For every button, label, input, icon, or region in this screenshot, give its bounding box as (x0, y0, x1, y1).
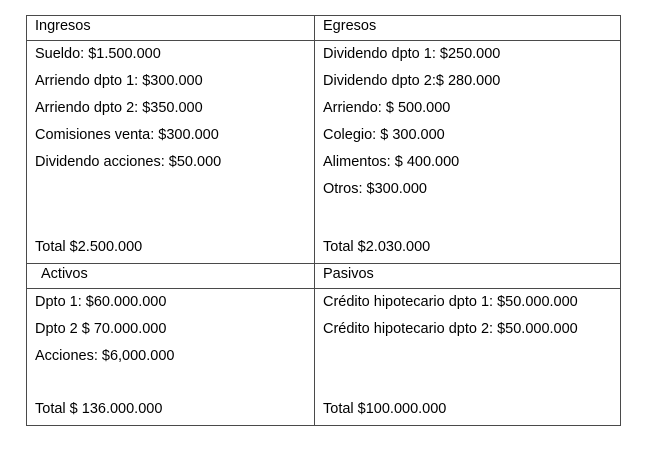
activos-cell (27, 289, 315, 426)
egreso-item: Arriendo: $ 500.000 (323, 100, 451, 116)
header-egresos (315, 16, 621, 41)
egreso-item: Alimentos: $ 400.000 (323, 154, 460, 170)
assets-liabilities-row (27, 289, 621, 426)
header-activos-label: Activos (41, 266, 88, 282)
pasivos-cell (315, 289, 621, 426)
header-row-income-expense (27, 16, 621, 41)
ingreso-item: Sueldo: $1.500.000 (35, 46, 161, 62)
egreso-item: Dividendo dpto 1: $250.000 (323, 46, 501, 62)
activo-item: Acciones: $6,000.000 (35, 348, 175, 364)
header-pasivos-label: Pasivos (323, 266, 374, 282)
total-egresos: Total $2.030.000 (323, 239, 431, 255)
pasivo-item: Crédito hipotecario dpto 2: $50.000.000 (323, 321, 578, 337)
total-pasivos: Total $100.000.000 (323, 401, 447, 417)
finance-table (26, 15, 621, 426)
header-row-assets-liabilities (27, 264, 621, 289)
egreso-item: Colegio: $ 300.000 (323, 127, 445, 143)
activo-item: Dpto 1: $60.000.000 (35, 294, 167, 310)
header-ingresos-label: Ingresos (35, 18, 91, 34)
header-pasivos (315, 264, 621, 289)
ingreso-item: Dividendo acciones: $50.000 (35, 154, 222, 170)
header-activos (27, 264, 315, 289)
pasivo-item: Crédito hipotecario dpto 1: $50.000.000 (323, 294, 578, 310)
egresos-cell (315, 41, 621, 264)
egreso-item: Dividendo dpto 2:$ 280.000 (323, 73, 501, 89)
header-ingresos (27, 16, 315, 41)
activo-item: Dpto 2 $ 70.000.000 (35, 321, 167, 337)
ingresos-cell (27, 41, 315, 264)
ingreso-item: Comisiones venta: $300.000 (35, 127, 219, 143)
total-activos: Total $ 136.000.000 (35, 401, 163, 417)
total-ingresos: Total $2.500.000 (35, 239, 143, 255)
income-expense-row (27, 41, 621, 264)
ingreso-item: Arriendo dpto 1: $300.000 (35, 73, 203, 89)
ingreso-item: Arriendo dpto 2: $350.000 (35, 100, 203, 116)
header-egresos-label: Egresos (323, 18, 377, 34)
egreso-item: Otros: $300.000 (323, 181, 427, 197)
